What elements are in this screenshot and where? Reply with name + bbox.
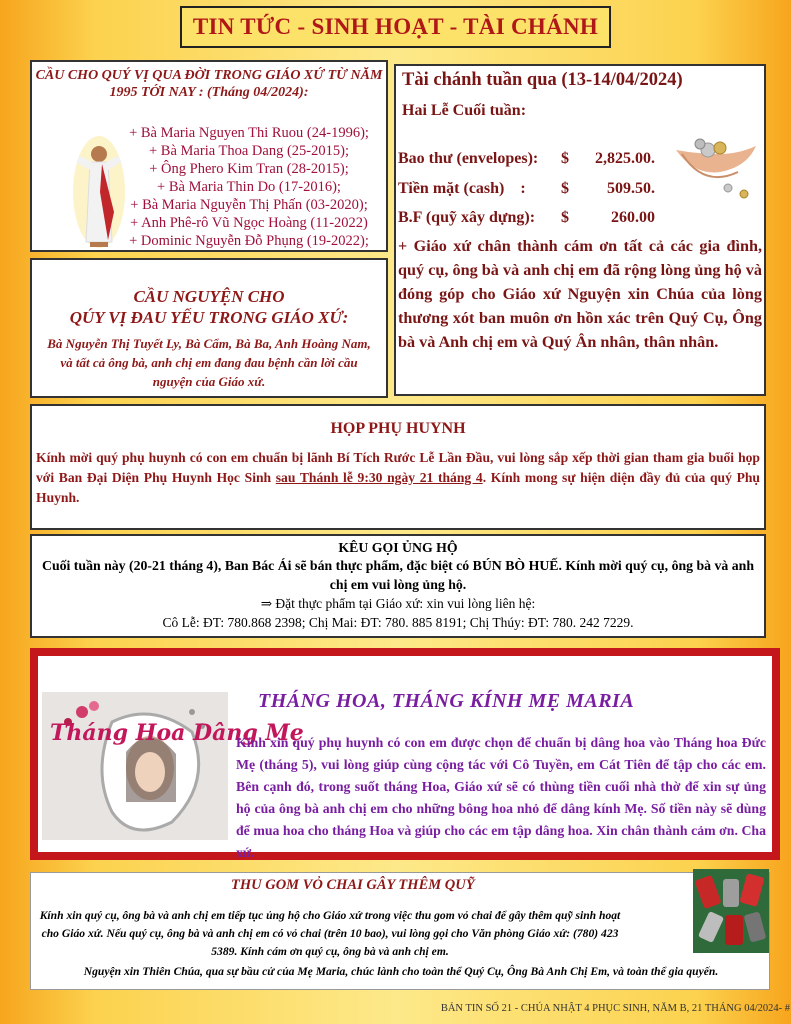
list-item: + Dominic Nguyễn Đỗ Phụng (19-2022); xyxy=(129,233,369,249)
flower-month-title: THÁNG HOA, THÁNG KÍNH MẸ MARIA xyxy=(258,690,635,712)
parent-meeting-title: HỌP PHỤ HUYNH xyxy=(330,420,466,437)
list-item: + Bà Maria Nguyễn Thị Phấn (03-2020); xyxy=(130,197,368,213)
finance-row-building-fund xyxy=(398,209,655,227)
finance-label: Bao thư (envelopes): xyxy=(398,150,539,167)
page-title: TIN TỨC - SINH HOẠT - TÀI CHÁNH xyxy=(180,6,611,48)
parent-meeting-body xyxy=(32,438,764,508)
prayer-deceased-box xyxy=(30,60,388,252)
prayer-sick-body: Bà Nguyễn Thị Tuyết Ly, Bà Cẩm, Bà Ba, Anh Hoàng Nam, và tất cả ông bà, anh chị em đang đau bệnh cần lời cầu nguyện của Giáo xứ. xyxy=(47,336,371,389)
flower-month-body: Kính xin quý phụ huynh có con em được chọn để chuẩn bị dâng hoa vào Tháng hoa Đức Mẹ (tháng 5), vui lòng giúp cùng cộng tác với Cô Tuyền, em Cát Tiên để tập cho các em. Bên cạnh đó, trong suốt tháng Hoa, Giáo xứ sẽ có thùng tiền cuối nhà thờ để xin sự ủng hộ của ông bà anh chị em cho những bông hoa nhỏ để dâng kính Mẹ. Số tiền này sẽ dùng để mua hoa cho tháng Hoa và giúp cho các em tập dâng hoa. Xin chân thành cảm ơn. Cha xứ. xyxy=(236,735,766,860)
deceased-names-list xyxy=(110,124,388,250)
prayer-deceased-heading: CẦU CHO QUÝ VỊ QUA ĐỜI TRONG GIÁO XỨ TỪ NĂM 1995 TỚI NAY : (Tháng 04/2024): xyxy=(35,68,383,100)
finance-amount: 509.50. xyxy=(607,180,655,197)
finance-title: Tài chánh tuần qua (13-14/04/2024) xyxy=(402,70,683,90)
list-item: + Ông Phero Kim Tran (28-2015); xyxy=(149,161,349,177)
meeting-text-before: Kính mời quý phụ huynh có con em chuẩn bị lãnh Bí Tích Rước Lễ Lần Đầu, vui lòng sắp xếp thời gian tham gia buổi họp với Ban Đại Diện Phụ Huynh Học Sinh xyxy=(36,450,760,485)
prayer-sick-box xyxy=(30,258,388,398)
list-item: + Anh Phê-rô Vũ Ngọc Hoàng (11-2022) xyxy=(130,215,368,231)
appeal-body: Cuối tuần này (20-21 tháng 4), Ban Bác Ái sẽ bán thực phẩm, đặc biệt có BÚN BÒ HUẾ. Kính mời quý cụ, ông bà và anh chị em vui lòng ủng hộ. xyxy=(41,558,754,592)
bottle-collection-title: THU GOM VỎ CHAI GÂY THÊM QUỸ xyxy=(231,877,475,893)
bottle-collection-body: Kính xin quý cụ, ông bà và anh chị em tiếp tục ủng hộ cho Giáo xứ trong việc thu gom vỏ chai để gây thêm quỹ sinh hoạt cho Giáo xứ. Nếu quý cụ, ông bà và anh chị em có vỏ chai (trên 10 bao), vui lòng gọi cho Văn phòng Giáo xứ: (780) 423 5389. Kính cám ơn quý cụ, ông bà và anh chị em. xyxy=(39,909,621,958)
cupped-hands-coins-image xyxy=(668,110,760,200)
prayer-sick-heading xyxy=(32,260,386,328)
appeal-box xyxy=(30,534,766,638)
finance-amount: 2,825.00. xyxy=(595,150,655,167)
mary-flower-image xyxy=(42,692,304,840)
finance-subtitle: Hai Lễ Cuối tuần: xyxy=(402,102,527,119)
finance-currency: $ xyxy=(561,209,569,226)
finance-box xyxy=(394,64,766,396)
appeal-order-line: ⇒ Đặt thực phẩm tại Giáo xứ: xin vui lòng liên hệ: xyxy=(260,596,536,611)
finance-label: Tiền mặt (cash) : xyxy=(398,180,526,197)
prayer-sick-heading-line2: QÚY VỊ ĐAU YẾU TRONG GIÁO XỨ: xyxy=(69,308,349,327)
finance-currency: $ xyxy=(561,180,569,197)
recycled-cans-image xyxy=(693,869,769,953)
appeal-contacts: Cô Lễ: ĐT: 780.868 2398; Chị Mai: ĐT: 780. 885 8191; Chị Thúy: ĐT: 780. 242 7229. xyxy=(162,615,634,630)
list-item: + Bà Maria Thoa Dang (25-2015); xyxy=(149,143,349,159)
finance-label: B.F (quỹ xây dựng): xyxy=(398,209,536,226)
list-item: + Bà Maria Thin Do (17-2016); xyxy=(157,179,341,195)
meeting-text-after: . Kính mong sự hiện diện đầy đủ của quý Phụ Huynh. xyxy=(36,470,760,505)
bottle-collection-box xyxy=(30,872,770,990)
closing-blessing: Nguyện xin Thiên Chúa, qua sự bầu cử của Mẹ Maria, chúc lành cho toàn thể Quý Cụ, Ông Bà Anh Chị Em, và toàn thể gia quyến. xyxy=(83,965,719,978)
prayer-sick-heading-line1: CẦU NGUYỆN CHO xyxy=(133,287,285,306)
finance-currency: $ xyxy=(561,150,569,167)
finance-row-cash xyxy=(398,180,655,198)
finance-amount: 260.00 xyxy=(611,209,655,226)
finance-thanks: + Giáo xứ chân thành cám ơn tất cả các gia đình, quý cụ, ông bà và anh chị em đã rộng lòng ủng hộ và đóng góp cho Giáo xứ Nguyện xin Chúa của lòng thương xót ban muôn ơn hồn xác trên Quý Cụ, Ông bà và Anh chị em và Quý Ân nhân, thân nhân. xyxy=(398,237,762,351)
list-item: + Bà Maria Nguyen Thi Ruou (24-1996); xyxy=(129,125,369,141)
finance-row-envelopes xyxy=(398,150,655,168)
parent-meeting-box xyxy=(30,404,766,530)
image-caption: Tháng Hoa Dâng Mẹ xyxy=(50,720,304,746)
flower-month-box xyxy=(30,648,780,860)
meeting-time-underlined: sau Thánh lễ 9:30 ngày 21 tháng 4 xyxy=(275,470,483,485)
appeal-title: KÊU GỌI ỦNG HỘ xyxy=(338,540,458,555)
footer-issue-info: BẢN TIN SỐ 21 - CHÚA NHẬT 4 PHỤC SINH, NĂM B, 21 THÁNG 04/2024- # xyxy=(440,1003,790,1014)
